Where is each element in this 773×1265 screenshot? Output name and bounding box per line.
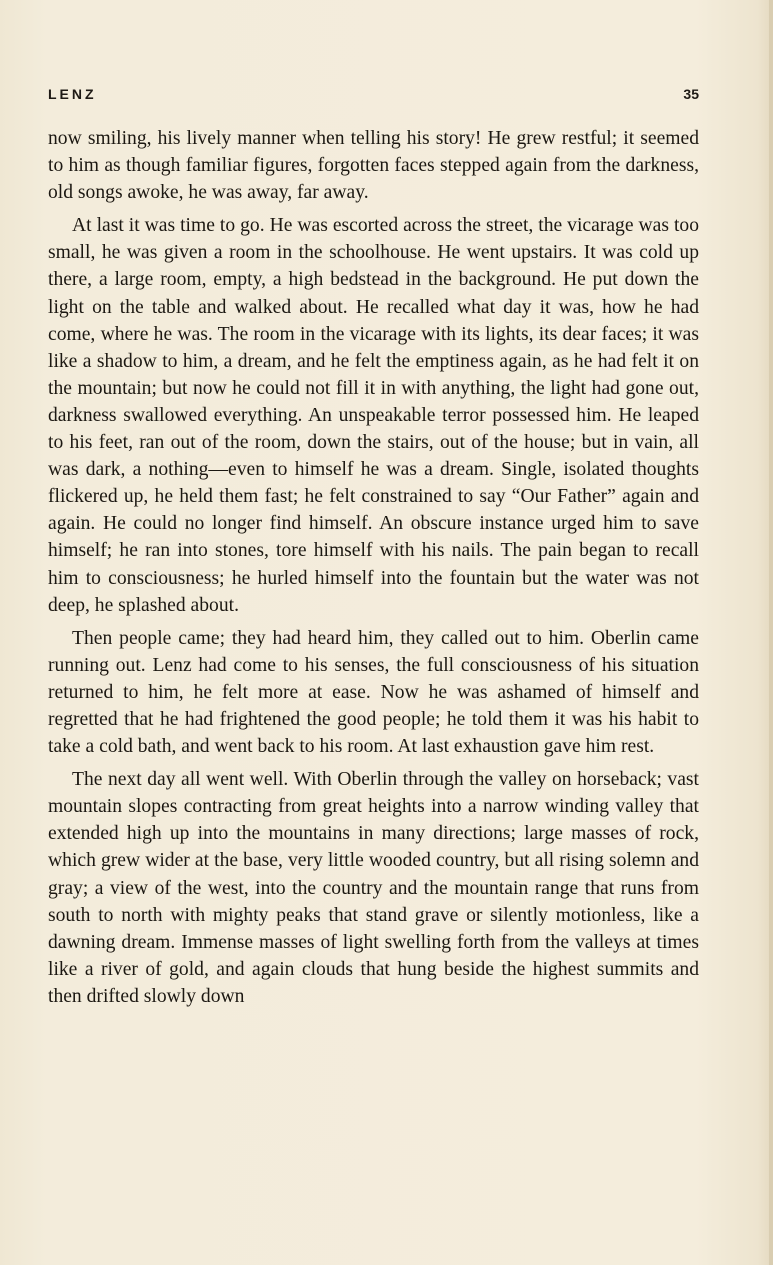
page-edge [769, 0, 773, 1265]
paragraph-1: now smiling, his lively manner when telling his story! He grew restful; it seemed to him as though familiar figures, forgotten faces stepped again from the darkness, old songs awoke, he was away, far away. [48, 128, 699, 204]
paragraph-4: The next day all went well. With Oberlin through the valley on horseback; vast mountain slopes contracting from great heights into a narrow winding valley that extended high up into the mountains in many directions; large masses of rock, which grew wider at the base, very little wooded country, but all rising solemn and gray; a view of the west, into the country and the mountain range that runs from south to north with mighty peaks that stand grave or silently motionless, like a dawning dream. Immense masses of light swelling forth from the valleys at times like a river of gold, and again clouds that hung beside the highest summits and then drifted slowly down [48, 769, 699, 1007]
body-text [48, 125, 699, 1016]
running-head [48, 86, 699, 106]
running-title: LENZ [48, 86, 97, 102]
page-number: 35 [683, 86, 699, 102]
paragraph-2: At last it was time to go. He was escorted across the street, the vicarage was too small, he was given a room in the schoolhouse. He went upstairs. It was cold up there, a large room, empty, a high bedstead in the background. He put down the light on the table and walked about. He recalled what day it was, how he had come, where he was. The room in the vicarage with its lights, its dear faces; it was like a shadow to him, a dream, and he felt the emptiness again, as he had felt it on the mountain; but now he could not fill it in with anything, the light had gone out, darkness swallowed everything. An unspeakable terror possessed him. He leaped to his feet, ran out of the room, down the stairs, out of the house; but in vain, all was dark, a nothing—even to himself he was a dream. Single, isolated thoughts flickered up, he held them fast; he felt constrained to say “Our Father” again and again. He could no longer find himself. An obscure instance urged him to save himself; he ran into stones, tore himself with his nails. The pain began to recall him to consciousness; he hurled himself into the fountain but the water was not deep, he splashed about. [48, 215, 699, 616]
paragraph-3: Then people came; they had heard him, they called out to him. Oberlin came running out. Lenz had come to his senses, the full consciousness of his situation returned to him, he felt more at ease. Now he was ashamed of himself and regretted that he had frightened the good people; he told them it was his habit to take a cold bath, and went back to his room. At last exhaustion gave him rest. [48, 627, 699, 758]
